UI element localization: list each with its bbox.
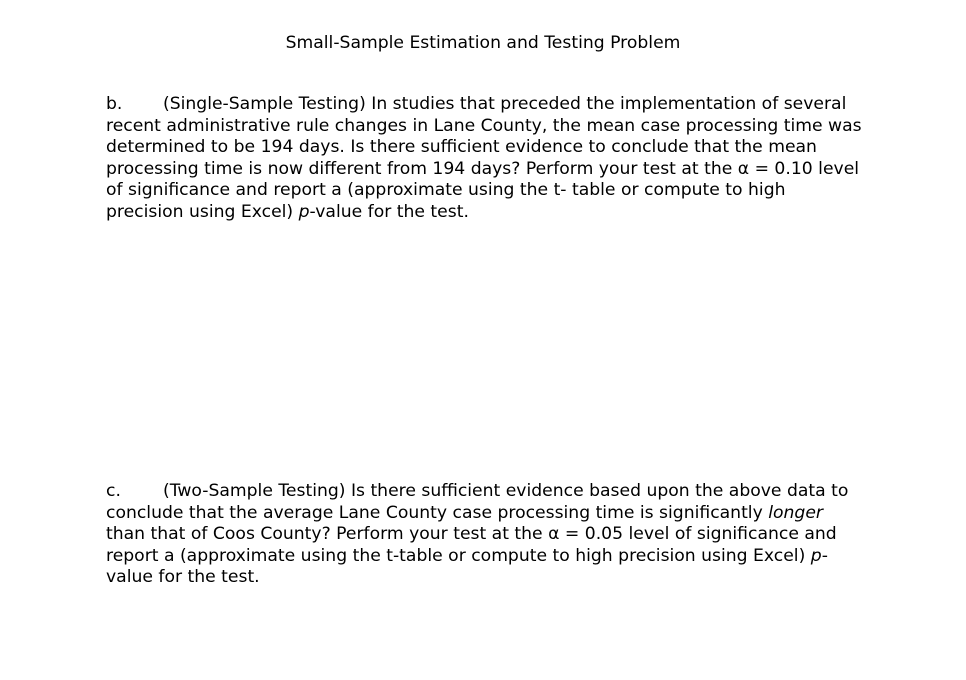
question-b-text-3: -value for the test. (309, 201, 469, 222)
question-b-text-1: (Single-Sample Testing) In studies that preceded the implementation of several recent administrative rule changes in Lane County, the mean case processing time was determined to be 194 days. Is there sufficient evidence to conclude that the mean processing time is now different from 194 days? Perform your test at the (106, 94, 862, 179)
question-c-text-1: (Two-Sample Testing) Is there sufficient evidence based upon the above data to conclude that the average Lane County case processing time is significantly (106, 481, 849, 523)
alpha-symbol: α (737, 158, 750, 179)
alpha-symbol: α (548, 524, 560, 545)
p-value-italic: p (810, 545, 822, 566)
question-b (106, 94, 864, 224)
question-c-text-4: -value for the test. (106, 545, 828, 588)
page-title: Small-Sample Estimation and Testing Problem (285, 33, 681, 53)
question-c (106, 481, 864, 589)
p-value-italic: p (298, 201, 310, 222)
question-c-letter: c. (106, 481, 121, 501)
question-c-text-3: = 0.05 level of significance and report a (approximate using the t-table or compute to high precision using Excel) (106, 524, 837, 566)
question-b-text-2: = 0.10 level of significance and report a (approximate using the t- table or compute to high precision using Excel) (106, 158, 860, 222)
question-c-text-2: than that of Coos County? Perform your test at the (106, 524, 549, 545)
emphasis-longer: longer (768, 502, 823, 523)
question-b-letter: b. (106, 94, 123, 114)
